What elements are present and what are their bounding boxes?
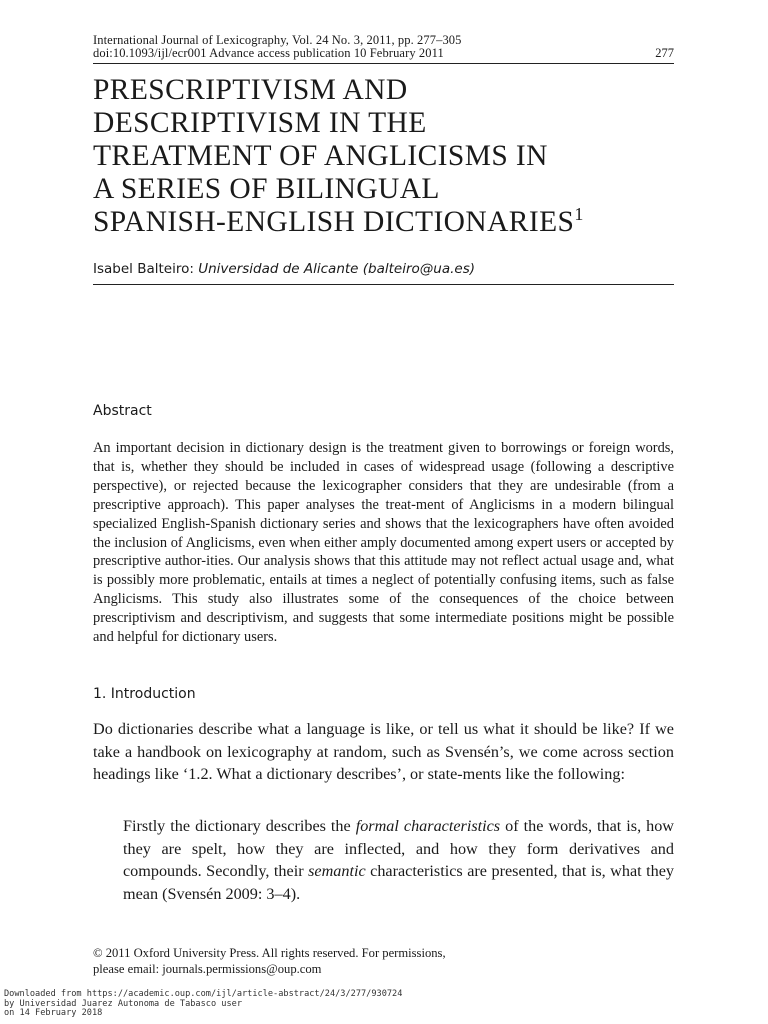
doi-line: doi:10.1093/ijl/ecr001 Advance access publication 10 February 2011 [93, 46, 444, 60]
header-rule [93, 63, 674, 64]
copyright-line: © 2011 Oxford University Press. All rights reserved. For permissions, [93, 946, 446, 960]
journal-citation: International Journal of Lexicography, Vol. 24 No. 3, 2011, pp. 277–305 [93, 33, 462, 47]
abstract-heading: Abstract [93, 403, 152, 419]
author-rule [93, 284, 674, 285]
download-line: on 14 February 2018 [4, 1008, 103, 1019]
download-notice [4, 990, 402, 1019]
title-line-text: SPANISH-ENGLISH DICTIONARIES [93, 206, 575, 238]
quote-text: of the words, that is, how they are spelt, how they are inflected, and how they form derivatives and compounds. Secondly, their [123, 817, 675, 880]
block-quote [123, 815, 674, 905]
title-line: PRESCRIPTIVISM AND [93, 74, 408, 106]
title-line: A SERIES OF BILINGUAL [93, 173, 440, 205]
download-line: by Universidad Juarez Autonoma de Tabasco user [4, 998, 242, 1009]
introduction-paragraph: Do dictionaries describe what a language is like, or tell us what it should be like? If we take a handbook on lexicography at random, such as Svensén’s, we come across section headings like ‘1.2. What a dictionary describes’, or state-ments like the following: [93, 720, 674, 783]
introduction-heading: 1. Introduction [93, 686, 196, 702]
title-line [93, 206, 683, 239]
title-line: DESCRIPTIVISM IN THE [93, 107, 427, 139]
author-line [93, 261, 475, 277]
copyright-line: please email: journals.permissions@oup.com [93, 961, 322, 976]
quote-text: characteristics are presented, that is, what they mean (Svensén 2009: 3–4). [123, 862, 674, 903]
download-line: Downloaded from https://academic.oup.com/ijl/article-abstract/24/3/277/930724 [4, 989, 403, 999]
quote-emphasis: semantic [308, 862, 366, 880]
quote-emphasis: formal characteristics [355, 817, 501, 835]
title-line: TREATMENT OF ANGLICISMS IN [93, 140, 548, 172]
article-title [93, 74, 683, 239]
copyright-notice [93, 946, 446, 977]
quote-text: Firstly the dictionary describes the [123, 817, 356, 835]
abstract-text: An important decision in dictionary design is the treatment given to borrowings or foreign words, that is, whether they should be included in cases of widespread usage (following a descriptive perspective), or rejected because the lexicographer considers that they are undesirable (from a prescriptive approach). This paper analyses the treat-ment of Anglicisms in a modern bilingual specialized English-Spanish dictionary series and shows that the lexicographers have often avoided the inclusion of Anglicisms, even when either amply documented among expert users or accepted by prescriptive author-ities. Our analysis shows that this attitude may not reflect actual usage and, what is possibly more problematic, entails at times a neglect of potentially confusing items, such as false Anglicisms. This study also illustrates some of the consequences of the choice between prescriptivism and descriptivism, and suggests that some intermediate positions might be possible and helpful for dictionary users. [93, 440, 674, 646]
author-affiliation: Universidad de Alicante (balteiro@ua.es) [198, 261, 476, 277]
page-number: 277 [655, 46, 674, 60]
footnote-mark[interactable]: 1 [574, 204, 584, 225]
author-name: Isabel Balteiro: [93, 261, 194, 277]
